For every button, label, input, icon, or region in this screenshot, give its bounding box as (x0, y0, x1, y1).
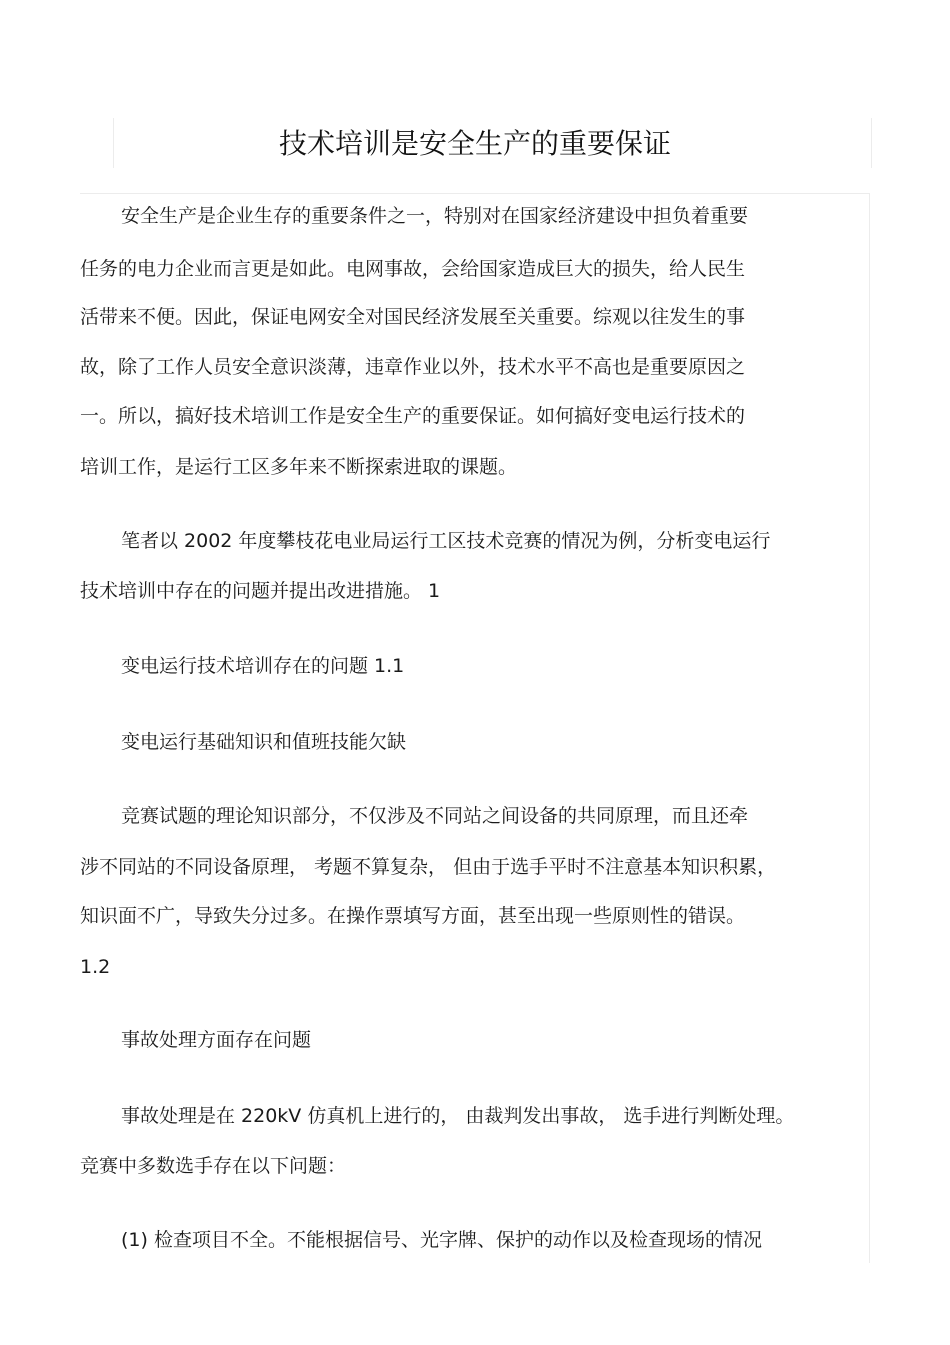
section-heading: 变电运行基础知识和值班技能欠缺 (121, 731, 407, 753)
paragraph-line: (1) 检查项目不全。不能根据信号、光字牌、保护的动作以及检查现场的情况 (121, 1229, 762, 1251)
paragraph-line: 知识面不广，导致失分过多。在操作票填写方面，甚至出现一些原则性的错误。 (80, 905, 746, 927)
paragraph-line: 涉不同站的不同设备原理， 考题不算复杂， 但由于选手平时不注意基本知识积累， (80, 856, 777, 878)
paragraph-line: 一。所以，搞好技术培训工作是安全生产的重要保证。如何搞好变电运行技术的 (80, 405, 746, 427)
header-divider (80, 193, 870, 194)
document-title: 技术培训是安全生产的重要保证 (278, 127, 671, 160)
paragraph-line: 故，除了工作人员安全意识淡薄，违章作业以外，技术水平不高也是重要原因之 (80, 356, 746, 378)
section-heading: 事故处理方面存在问题 (121, 1029, 312, 1051)
paragraph-line: 技术培训中存在的问题并提出改进措施。 1 (80, 580, 441, 602)
paragraph-line: 活带来不便。因此，保证电网安全对国民经济发展至关重要。综观以往发生的事 (80, 306, 746, 328)
paragraph-line: 笔者以 2002 年度攀枝花电业局运行工区技术竞赛的情况为例，分析变电运行 (121, 530, 771, 552)
section-heading: 变电运行技术培训存在的问题 1.1 (121, 655, 405, 677)
page-right-border (869, 193, 870, 1263)
paragraph-line: 竞赛试题的理论知识部分，不仅涉及不同站之间设备的共同原理，而且还牵 (121, 805, 749, 827)
paragraph-line: 安全生产是企业生存的重要条件之一，特别对在国家经济建设中担负着重要 (121, 205, 749, 227)
paragraph-line: 任务的电力企业而言更是如此。电网事故，会给国家造成巨大的损失，给人民生 (80, 258, 746, 280)
paragraph-line: 培训工作，是运行工区多年来不断探索进取的课题。 (80, 456, 518, 478)
section-number: 1.2 (80, 956, 111, 978)
paragraph-line: 竞赛中多数选手存在以下问题： (80, 1155, 347, 1177)
paragraph-line: 事故处理是在 220kV 仿真机上进行的， 由裁判发出事故， 选手进行判断处理。 (121, 1105, 795, 1127)
